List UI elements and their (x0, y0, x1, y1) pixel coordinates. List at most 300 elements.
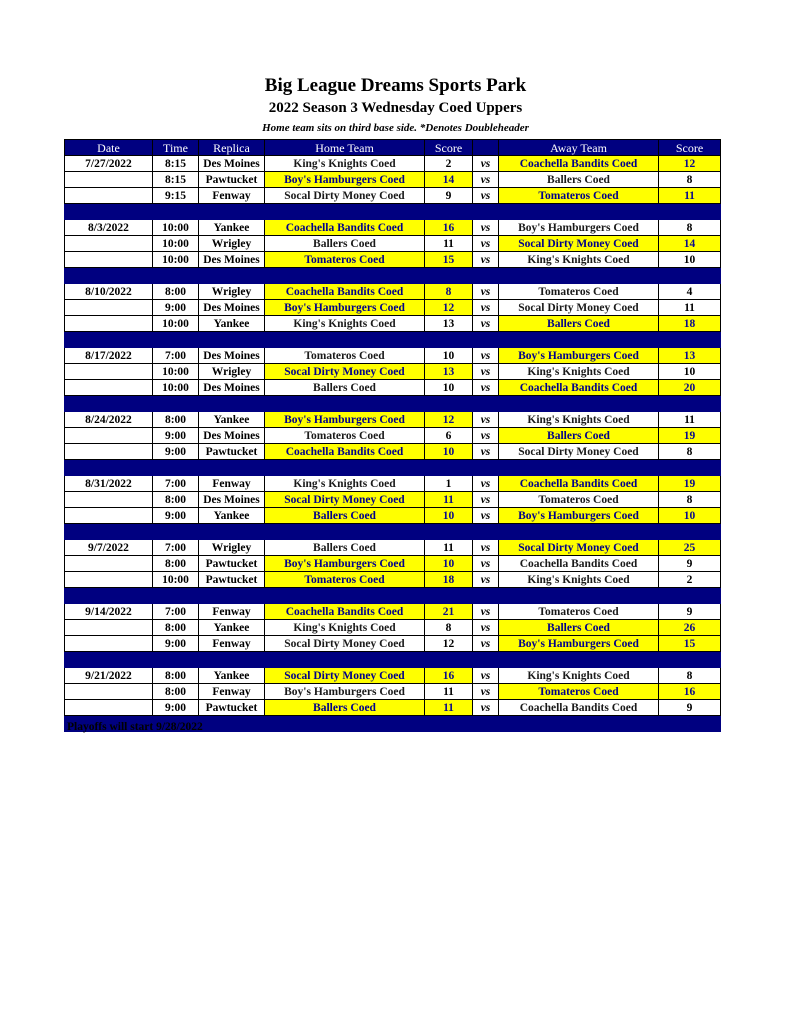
separator-cell (265, 332, 425, 348)
page-subtitle: 2022 Season 3 Wednesday Coed Uppers (268, 100, 523, 116)
separator-cell (473, 652, 499, 668)
game-row (65, 556, 721, 572)
separator-cell (473, 332, 499, 348)
separator-cell (199, 588, 265, 604)
game-replica: Wrigley (199, 540, 265, 556)
away-team: Ballers Coed (499, 620, 659, 636)
game-replica: Des Moines (199, 492, 265, 508)
col-header-time: Time (153, 140, 199, 156)
vs-label: vs (473, 380, 499, 396)
home-team: Boy's Hamburgers Coed (265, 684, 425, 700)
separator-cell (199, 396, 265, 412)
game-time: 8:00 (153, 668, 199, 684)
home-team: Tomateros Coed (265, 428, 425, 444)
game-replica: Pawtucket (199, 172, 265, 188)
game-replica: Fenway (199, 188, 265, 204)
game-replica: Pawtucket (199, 572, 265, 588)
separator-cell (659, 716, 721, 732)
away-score: 12 (659, 156, 721, 172)
separator-cell (473, 268, 499, 284)
week-separator (65, 524, 721, 540)
week-separator (65, 332, 721, 348)
away-team: King's Knights Coed (499, 364, 659, 380)
game-row (65, 508, 721, 524)
separator-cell (499, 652, 659, 668)
game-time: 8:00 (153, 556, 199, 572)
game-replica: Des Moines (199, 380, 265, 396)
game-row (65, 636, 721, 652)
separator-cell (199, 204, 265, 220)
home-score: 9 (425, 188, 473, 204)
vs-label: vs (473, 572, 499, 588)
home-score: 18 (425, 572, 473, 588)
game-replica: Des Moines (199, 428, 265, 444)
game-time: 9:00 (153, 300, 199, 316)
game-date (65, 572, 153, 588)
away-score: 19 (659, 476, 721, 492)
game-row (65, 620, 721, 636)
home-team: Tomateros Coed (265, 252, 425, 268)
home-score: 13 (425, 364, 473, 380)
game-date: 9/21/2022 (65, 668, 153, 684)
game-date: 7/27/2022 (65, 156, 153, 172)
away-score: 8 (659, 492, 721, 508)
vs-label: vs (473, 444, 499, 460)
vs-label: vs (473, 556, 499, 572)
game-row (65, 172, 721, 188)
away-team: King's Knights Coed (499, 572, 659, 588)
away-score: 20 (659, 380, 721, 396)
game-date: 8/3/2022 (65, 220, 153, 236)
separator-cell (425, 524, 473, 540)
game-row (65, 300, 721, 316)
home-team: King's Knights Coed (265, 620, 425, 636)
separator-cell (659, 332, 721, 348)
separator-cell (153, 652, 199, 668)
separator-cell (659, 524, 721, 540)
separator-cell (473, 396, 499, 412)
playoffs-note: Playoffs will start 9/28/2022 (67, 721, 203, 733)
game-time: 7:00 (153, 540, 199, 556)
away-score: 25 (659, 540, 721, 556)
game-replica: Yankee (199, 220, 265, 236)
away-team: Coachella Bandits Coed (499, 476, 659, 492)
separator-cell (265, 460, 425, 476)
separator-cell (499, 332, 659, 348)
away-team: Tomateros Coed (499, 604, 659, 620)
game-date (65, 236, 153, 252)
separator-cell (153, 396, 199, 412)
game-replica: Yankee (199, 316, 265, 332)
home-team: Boy's Hamburgers Coed (265, 412, 425, 428)
game-date (65, 300, 153, 316)
game-date: 8/10/2022 (65, 284, 153, 300)
separator-cell (153, 268, 199, 284)
home-score: 2 (425, 156, 473, 172)
game-replica: Des Moines (199, 252, 265, 268)
game-time: 10:00 (153, 220, 199, 236)
game-date (65, 684, 153, 700)
home-score: 12 (425, 636, 473, 652)
game-replica: Fenway (199, 684, 265, 700)
game-time: 9:00 (153, 700, 199, 716)
game-time: 9:00 (153, 508, 199, 524)
game-time: 7:00 (153, 348, 199, 364)
home-score: 16 (425, 220, 473, 236)
game-replica: Pawtucket (199, 444, 265, 460)
vs-label: vs (473, 636, 499, 652)
game-date (65, 428, 153, 444)
vs-label: vs (473, 412, 499, 428)
separator-cell (265, 268, 425, 284)
game-date: 8/17/2022 (65, 348, 153, 364)
game-date (65, 636, 153, 652)
away-score: 4 (659, 284, 721, 300)
separator-cell (473, 204, 499, 220)
vs-label: vs (473, 428, 499, 444)
vs-label: vs (473, 508, 499, 524)
home-team: Socal Dirty Money Coed (265, 188, 425, 204)
game-replica: Yankee (199, 412, 265, 428)
away-score: 18 (659, 316, 721, 332)
separator-cell (265, 204, 425, 220)
away-team: King's Knights Coed (499, 252, 659, 268)
away-score: 10 (659, 252, 721, 268)
separator-cell (425, 652, 473, 668)
game-time: 10:00 (153, 364, 199, 380)
away-team: Tomateros Coed (499, 492, 659, 508)
separator-cell (153, 460, 199, 476)
game-time: 10:00 (153, 236, 199, 252)
game-replica: Yankee (199, 620, 265, 636)
home-team: Coachella Bandits Coed (265, 444, 425, 460)
game-time: 9:15 (153, 188, 199, 204)
home-team: King's Knights Coed (265, 476, 425, 492)
game-replica: Wrigley (199, 236, 265, 252)
home-score: 10 (425, 508, 473, 524)
game-replica: Fenway (199, 604, 265, 620)
away-score: 8 (659, 172, 721, 188)
week-separator (65, 460, 721, 476)
home-team: Socal Dirty Money Coed (265, 364, 425, 380)
away-score: 8 (659, 668, 721, 684)
separator-cell (473, 524, 499, 540)
away-team: Boy's Hamburgers Coed (499, 508, 659, 524)
game-time: 8:15 (153, 172, 199, 188)
home-team: Boy's Hamburgers Coed (265, 300, 425, 316)
col-header-home-team: Home Team (265, 140, 425, 156)
separator-cell (199, 268, 265, 284)
home-score: 13 (425, 316, 473, 332)
game-date: 9/14/2022 (65, 604, 153, 620)
vs-label: vs (473, 316, 499, 332)
separator-cell (153, 588, 199, 604)
home-score: 14 (425, 172, 473, 188)
home-score: 1 (425, 476, 473, 492)
game-date: 8/24/2022 (65, 412, 153, 428)
game-row (65, 476, 721, 492)
header-row (65, 140, 721, 156)
game-time: 9:00 (153, 444, 199, 460)
game-time: 10:00 (153, 252, 199, 268)
game-date (65, 252, 153, 268)
game-time: 8:15 (153, 156, 199, 172)
home-score: 21 (425, 604, 473, 620)
game-replica: Yankee (199, 668, 265, 684)
home-team: Ballers Coed (265, 380, 425, 396)
page-note: Home team sits on third base side. *Denotes Doubleheader (262, 122, 529, 134)
vs-label: vs (473, 604, 499, 620)
away-team: Tomateros Coed (499, 684, 659, 700)
home-team: Boy's Hamburgers Coed (265, 172, 425, 188)
home-score: 16 (425, 668, 473, 684)
home-team: Coachella Bandits Coed (265, 220, 425, 236)
away-score: 13 (659, 348, 721, 364)
game-row (65, 284, 721, 300)
separator-cell (473, 588, 499, 604)
away-score: 8 (659, 444, 721, 460)
home-team: King's Knights Coed (265, 316, 425, 332)
game-time: 9:00 (153, 636, 199, 652)
separator-cell (499, 524, 659, 540)
game-row (65, 188, 721, 204)
away-team: Coachella Bandits Coed (499, 380, 659, 396)
away-team: Socal Dirty Money Coed (499, 540, 659, 556)
page-title: Big League Dreams Sports Park (264, 75, 527, 96)
home-team: Tomateros Coed (265, 348, 425, 364)
game-time: 8:00 (153, 620, 199, 636)
away-score: 9 (659, 556, 721, 572)
vs-label: vs (473, 172, 499, 188)
vs-label: vs (473, 284, 499, 300)
home-score: 11 (425, 540, 473, 556)
game-time: 10:00 (153, 316, 199, 332)
col-header-date: Date (65, 140, 153, 156)
separator-cell (473, 716, 499, 732)
game-time: 10:00 (153, 380, 199, 396)
vs-label: vs (473, 156, 499, 172)
game-row (65, 156, 721, 172)
separator-cell (199, 524, 265, 540)
game-replica: Des Moines (199, 348, 265, 364)
away-score: 26 (659, 620, 721, 636)
game-row (65, 668, 721, 684)
home-score: 11 (425, 684, 473, 700)
away-team: Coachella Bandits Coed (499, 156, 659, 172)
home-score: 8 (425, 620, 473, 636)
game-row (65, 252, 721, 268)
separator-cell (659, 588, 721, 604)
separator-cell (499, 716, 659, 732)
game-row (65, 412, 721, 428)
separator-cell (659, 460, 721, 476)
separator-cell (425, 332, 473, 348)
separator-cell (265, 716, 425, 732)
game-date: 8/31/2022 (65, 476, 153, 492)
home-score: 11 (425, 492, 473, 508)
game-date (65, 380, 153, 396)
home-score: 10 (425, 348, 473, 364)
game-row (65, 492, 721, 508)
separator-cell (499, 460, 659, 476)
away-score: 2 (659, 572, 721, 588)
week-separator (65, 588, 721, 604)
game-time: 8:00 (153, 492, 199, 508)
away-score: 8 (659, 220, 721, 236)
home-team: Ballers Coed (265, 540, 425, 556)
game-replica: Wrigley (199, 284, 265, 300)
away-team: Ballers Coed (499, 316, 659, 332)
away-team: Boy's Hamburgers Coed (499, 220, 659, 236)
col-header-away-team: Away Team (499, 140, 659, 156)
game-row (65, 380, 721, 396)
separator-cell (473, 460, 499, 476)
separator-cell (199, 332, 265, 348)
game-row (65, 364, 721, 380)
vs-label: vs (473, 348, 499, 364)
separator-cell (659, 268, 721, 284)
game-date (65, 620, 153, 636)
vs-label: vs (473, 252, 499, 268)
game-row (65, 220, 721, 236)
away-score: 11 (659, 300, 721, 316)
game-time: 7:00 (153, 476, 199, 492)
away-team: Coachella Bandits Coed (499, 700, 659, 716)
home-team: Tomateros Coed (265, 572, 425, 588)
away-team: Boy's Hamburgers Coed (499, 636, 659, 652)
game-date (65, 444, 153, 460)
home-team: Socal Dirty Money Coed (265, 492, 425, 508)
home-score: 10 (425, 380, 473, 396)
game-replica: Des Moines (199, 300, 265, 316)
vs-label: vs (473, 700, 499, 716)
separator-cell (425, 460, 473, 476)
away-team: King's Knights Coed (499, 412, 659, 428)
away-score: 19 (659, 428, 721, 444)
separator-cell (499, 204, 659, 220)
separator-cell (153, 332, 199, 348)
separator-cell (425, 396, 473, 412)
home-team: Socal Dirty Money Coed (265, 668, 425, 684)
away-score: 11 (659, 188, 721, 204)
vs-label: vs (473, 620, 499, 636)
separator-cell (425, 588, 473, 604)
home-team: King's Knights Coed (265, 156, 425, 172)
separator-cell (265, 652, 425, 668)
away-team: Coachella Bandits Coed (499, 556, 659, 572)
separator-cell (265, 396, 425, 412)
game-time: 8:00 (153, 412, 199, 428)
separator-cell (499, 268, 659, 284)
week-separator (65, 396, 721, 412)
home-team: Ballers Coed (265, 700, 425, 716)
col-header-away-score: Score (659, 140, 721, 156)
separator-cell (425, 204, 473, 220)
game-row (65, 348, 721, 364)
separator-cell (425, 716, 473, 732)
game-replica: Pawtucket (199, 556, 265, 572)
game-date (65, 172, 153, 188)
separator-cell (659, 652, 721, 668)
separator-cell (265, 588, 425, 604)
game-time: 7:00 (153, 604, 199, 620)
game-row (65, 444, 721, 460)
separator-cell (65, 652, 153, 668)
game-row (65, 428, 721, 444)
away-team: Tomateros Coed (499, 188, 659, 204)
separator-cell (425, 268, 473, 284)
away-score: 16 (659, 684, 721, 700)
game-date (65, 188, 153, 204)
home-score: 6 (425, 428, 473, 444)
game-time: 8:00 (153, 284, 199, 300)
game-row (65, 572, 721, 588)
game-date (65, 364, 153, 380)
separator-cell (65, 588, 153, 604)
game-date (65, 508, 153, 524)
game-time: 10:00 (153, 572, 199, 588)
vs-label: vs (473, 188, 499, 204)
game-replica: Fenway (199, 636, 265, 652)
separator-cell (153, 204, 199, 220)
separator-cell (65, 396, 153, 412)
home-score: 15 (425, 252, 473, 268)
schedule-table (64, 139, 721, 732)
game-row (65, 540, 721, 556)
home-team: Boy's Hamburgers Coed (265, 556, 425, 572)
vs-label: vs (473, 236, 499, 252)
week-separator (65, 204, 721, 220)
game-date: 9/7/2022 (65, 540, 153, 556)
vs-label: vs (473, 540, 499, 556)
away-score: 9 (659, 604, 721, 620)
vs-label: vs (473, 684, 499, 700)
home-score: 12 (425, 412, 473, 428)
away-team: Socal Dirty Money Coed (499, 444, 659, 460)
away-score: 14 (659, 236, 721, 252)
game-row (65, 700, 721, 716)
vs-label: vs (473, 364, 499, 380)
game-row (65, 684, 721, 700)
home-team: Coachella Bandits Coed (265, 604, 425, 620)
separator-cell (659, 396, 721, 412)
away-team: Boy's Hamburgers Coed (499, 348, 659, 364)
vs-label: vs (473, 476, 499, 492)
separator-cell (153, 524, 199, 540)
game-row (65, 316, 721, 332)
game-date (65, 492, 153, 508)
home-score: 11 (425, 700, 473, 716)
home-score: 10 (425, 444, 473, 460)
away-score: 15 (659, 636, 721, 652)
away-score: 10 (659, 508, 721, 524)
home-team: Ballers Coed (265, 508, 425, 524)
game-time: 8:00 (153, 684, 199, 700)
away-team: Ballers Coed (499, 172, 659, 188)
separator-cell (199, 460, 265, 476)
away-team: Tomateros Coed (499, 284, 659, 300)
separator-cell (65, 460, 153, 476)
col-header-home-score: Score (425, 140, 473, 156)
away-team: Socal Dirty Money Coed (499, 300, 659, 316)
game-date (65, 556, 153, 572)
away-score: 10 (659, 364, 721, 380)
game-replica: Wrigley (199, 364, 265, 380)
away-team: Socal Dirty Money Coed (499, 236, 659, 252)
game-date (65, 700, 153, 716)
separator-cell (199, 652, 265, 668)
separator-cell (65, 524, 153, 540)
